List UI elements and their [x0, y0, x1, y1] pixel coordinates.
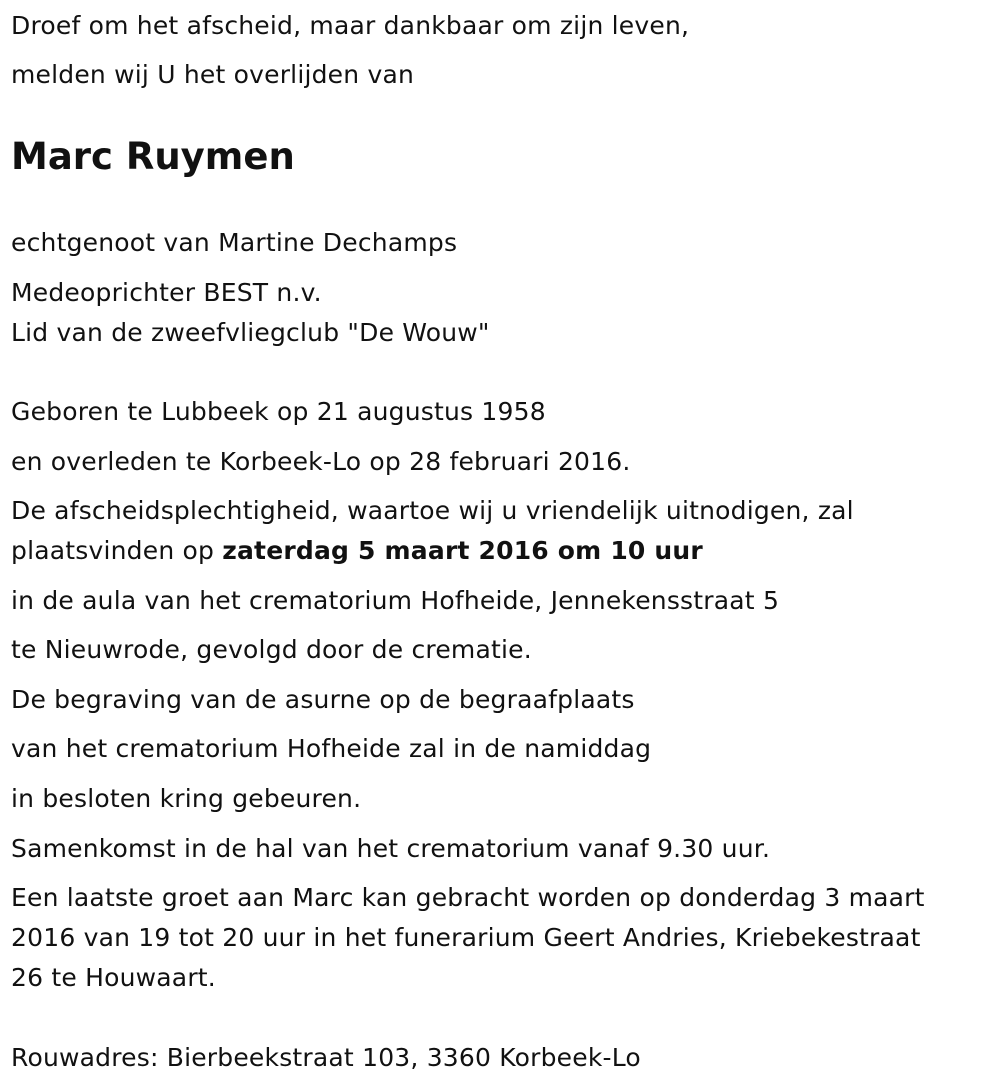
intro-line-1: Droef om het afscheid, maar dankbaar om zijn leven, [11, 11, 690, 40]
role-line-1: Medeoprichter BEST n.v. [11, 278, 322, 307]
born-line: Geboren te Lubbeek op 21 augustus 1958 [11, 397, 546, 426]
mourning-address: Rouwadres: Bierbeekstraat 103, 3360 Korbeek-Lo [11, 1043, 641, 1072]
deceased-name: Marc Ruymen [11, 135, 295, 178]
ceremony-line-2 [11, 531, 703, 571]
ceremony-line-4: te Nieuwrode, gevolgd door de crematie. [11, 635, 532, 664]
ceremony-date-time: zaterdag 5 maart 2016 om 10 uur [222, 536, 703, 565]
intro-line-2: melden wij U het overlijden van [11, 60, 415, 89]
ceremony-line-7: in besloten kring gebeuren. [11, 784, 362, 813]
ceremony-line-3: in de aula van het crematorium Hofheide, Jennekensstraat 5 [11, 586, 780, 615]
farewell-line-3: 26 te Houwaart. [11, 963, 216, 992]
ceremony-line-2-prefix: plaatsvinden op [11, 536, 223, 565]
spouse-line: echtgenoot van Martine Dechamps [11, 228, 458, 257]
ceremony-line-6: van het crematorium Hofheide zal in de namiddag [11, 734, 652, 763]
ceremony-line-8: Samenkomst in de hal van het crematorium vanaf 9.30 uur. [11, 834, 771, 863]
role-line-2: Lid van de zweefvliegclub "De Wouw" [11, 318, 490, 347]
ceremony-line-5: De begraving van de asurne op de begraafplaats [11, 685, 635, 714]
farewell-line-1: Een laatste groet aan Marc kan gebracht worden op donderdag 3 maart [11, 883, 925, 912]
died-line: en overleden te Korbeek-Lo op 28 februari 2016. [11, 447, 631, 476]
farewell-line-2: 2016 van 19 tot 20 uur in het funerarium Geert Andries, Kriebekestraat [11, 923, 921, 952]
ceremony-line-1: De afscheidsplechtigheid, waartoe wij u vriendelijk uitnodigen, zal [11, 496, 854, 525]
